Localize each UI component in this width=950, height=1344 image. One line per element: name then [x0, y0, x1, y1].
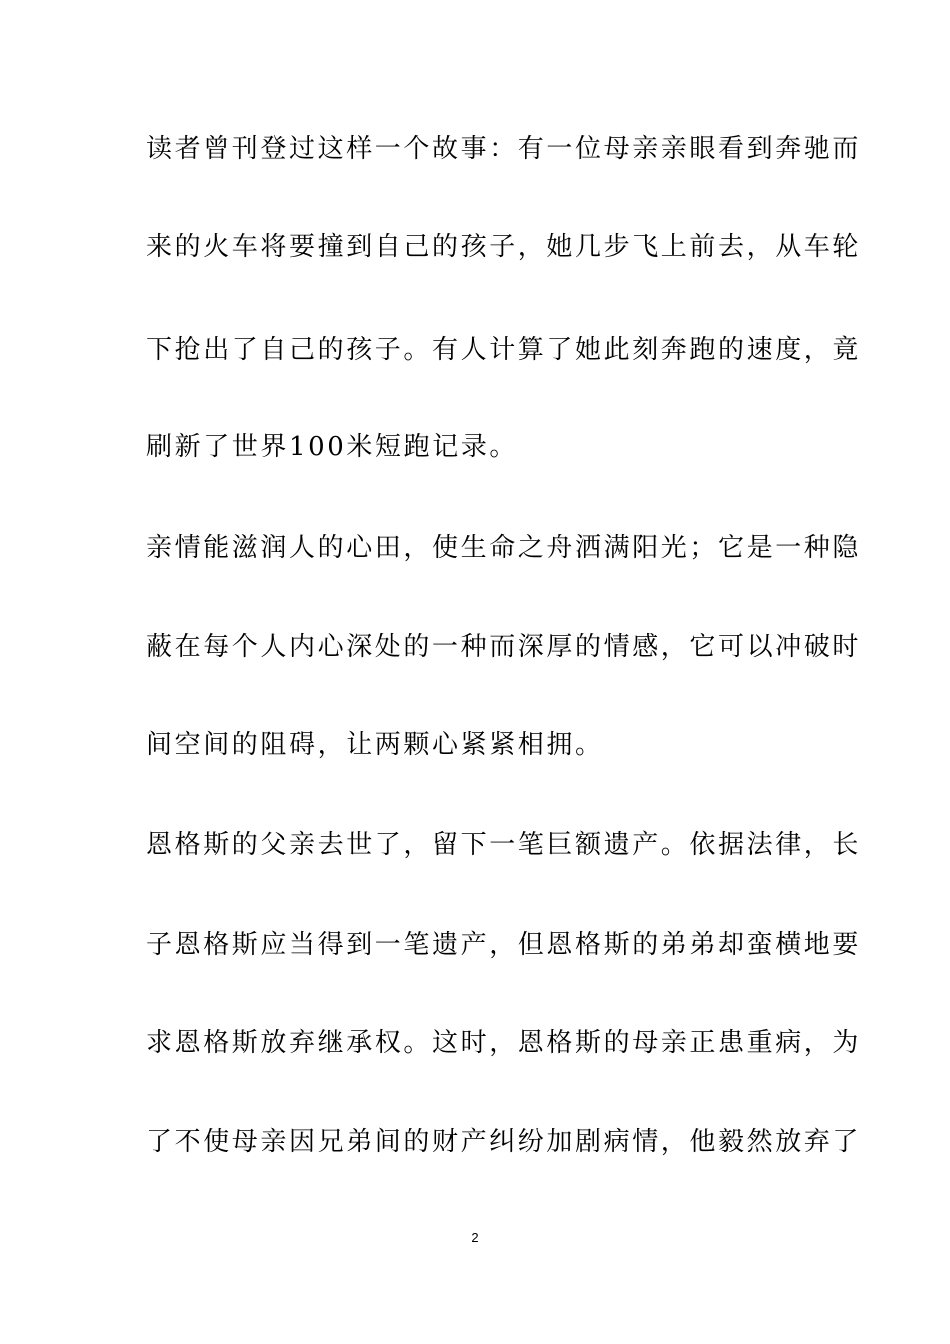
- page-number: 2: [471, 1230, 479, 1245]
- text-line: 来的火车将要撞到自己的孩子，她几步飞上前去，从车轮: [146, 232, 862, 262]
- text-line: 了不使母亲因兄弟间的财产纠纷加剧病情，他毅然放弃了: [146, 1127, 862, 1157]
- text-line: 读者曾刊登过这样一个故事：有一位母亲亲眼看到奔驰而: [146, 134, 862, 164]
- text-line: 亲情能滋润人的心田，使生命之舟洒满阳光；它是一种隐: [146, 533, 862, 563]
- text-line: 下抢出了自己的孩子。有人计算了她此刻奔跑的速度，竟: [146, 335, 862, 365]
- text-line: 子恩格斯应当得到一笔遗产，但恩格斯的弟弟却蛮横地要: [146, 930, 862, 960]
- text-line: 蔽在每个人内心深处的一种而深厚的情感，它可以冲破时: [146, 632, 862, 662]
- text-line: 刷新了世界100米短跑记录。: [146, 432, 519, 462]
- text-line: 恩格斯的父亲去世了，留下一笔巨额遗产。依据法律，长: [146, 830, 862, 860]
- text-line: 求恩格斯放弃继承权。这时，恩格斯的母亲正患重病，为: [146, 1028, 862, 1058]
- text-line: 间空间的阻碍，让两颗心紧紧相拥。: [146, 730, 604, 760]
